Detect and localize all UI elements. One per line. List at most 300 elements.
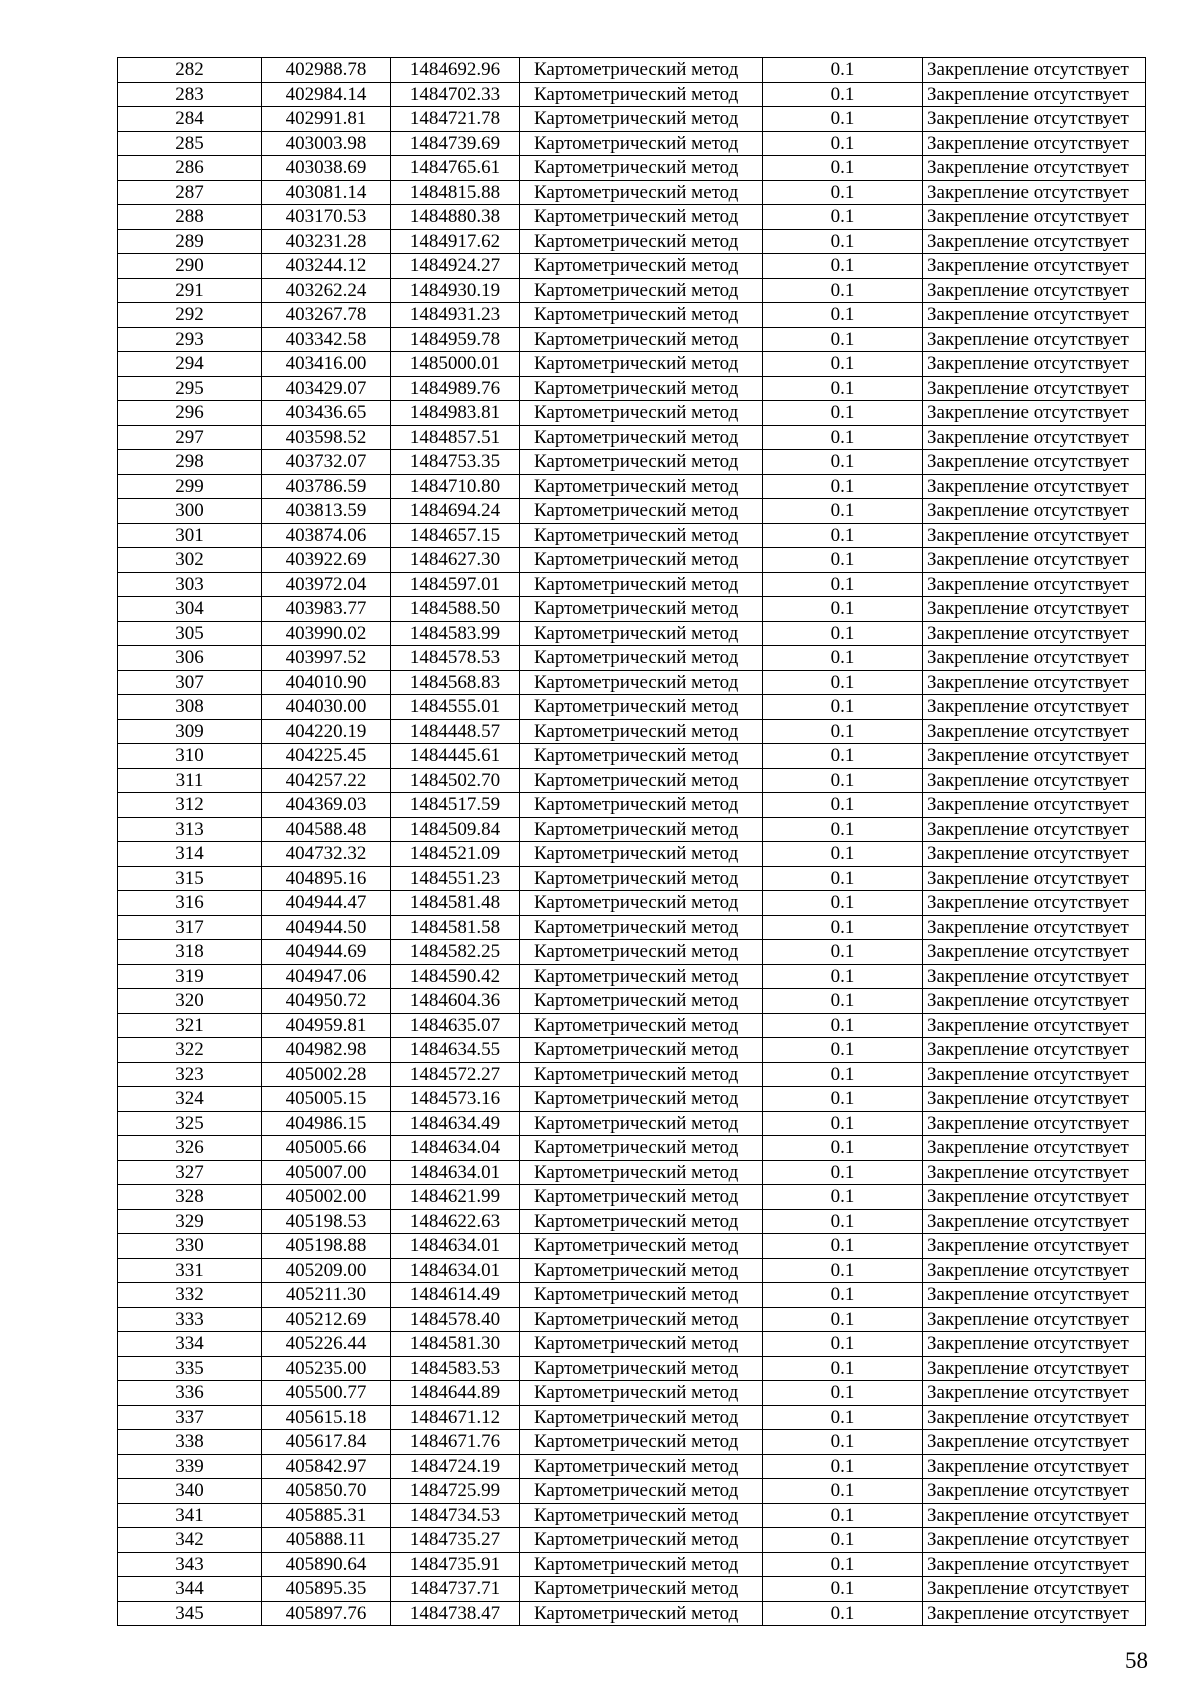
table-row [118,1552,1146,1577]
y-coordinate-cell: 1484702.33 [391,82,520,107]
accuracy-cell: 0.1 [763,1381,923,1406]
method-cell: Картометрический метод [520,327,763,352]
y-coordinate-cell: 1484521.09 [391,842,520,867]
marking-cell: Закрепление отсутствует [923,695,1146,720]
y-coordinate-cell: 1484614.49 [391,1283,520,1308]
table-row [118,597,1146,622]
y-coordinate-cell: 1484657.15 [391,523,520,548]
point-number-cell: 318 [118,940,262,965]
x-coordinate-cell: 404588.48 [262,817,391,842]
marking-cell: Закрепление отсутствует [923,744,1146,769]
table-row [118,474,1146,499]
table-row [118,1332,1146,1357]
table-row [118,278,1146,303]
x-coordinate-cell: 403813.59 [262,499,391,524]
table-row [118,1307,1146,1332]
table-row [118,499,1146,524]
y-coordinate-cell: 1484959.78 [391,327,520,352]
method-cell: Картометрический метод [520,82,763,107]
point-number-cell: 287 [118,180,262,205]
table-row [118,1185,1146,1210]
marking-cell: Закрепление отсутствует [923,352,1146,377]
accuracy-cell: 0.1 [763,58,923,83]
y-coordinate-cell: 1484572.27 [391,1062,520,1087]
x-coordinate-cell: 403003.98 [262,131,391,156]
x-coordinate-cell: 405500.77 [262,1381,391,1406]
y-coordinate-cell: 1484634.01 [391,1160,520,1185]
marking-cell: Закрепление отсутствует [923,793,1146,818]
accuracy-cell: 0.1 [763,915,923,940]
accuracy-cell: 0.1 [763,450,923,475]
y-coordinate-cell: 1484590.42 [391,964,520,989]
y-coordinate-cell: 1484634.55 [391,1038,520,1063]
table-row [118,1111,1146,1136]
x-coordinate-cell: 403416.00 [262,352,391,377]
marking-cell: Закрепление отсутствует [923,180,1146,205]
x-coordinate-cell: 405007.00 [262,1160,391,1185]
accuracy-cell: 0.1 [763,229,923,254]
table-row [118,670,1146,695]
method-cell: Картометрический метод [520,866,763,891]
x-coordinate-cell: 405226.44 [262,1332,391,1357]
y-coordinate-cell: 1484857.51 [391,425,520,450]
table-row [118,376,1146,401]
method-cell: Картометрический метод [520,793,763,818]
accuracy-cell: 0.1 [763,572,923,597]
y-coordinate-cell: 1484509.84 [391,817,520,842]
accuracy-cell: 0.1 [763,964,923,989]
point-number-cell: 326 [118,1136,262,1161]
marking-cell: Закрепление отсутствует [923,915,1146,940]
marking-cell: Закрепление отсутствует [923,1013,1146,1038]
x-coordinate-cell: 404225.45 [262,744,391,769]
y-coordinate-cell: 1484578.53 [391,646,520,671]
accuracy-cell: 0.1 [763,719,923,744]
method-cell: Картометрический метод [520,1528,763,1553]
point-number-cell: 295 [118,376,262,401]
x-coordinate-cell: 403786.59 [262,474,391,499]
marking-cell: Закрепление отсутствует [923,940,1146,965]
table-row [118,156,1146,181]
accuracy-cell: 0.1 [763,1356,923,1381]
method-cell: Картометрический метод [520,1283,763,1308]
y-coordinate-cell: 1484568.83 [391,670,520,695]
x-coordinate-cell: 402988.78 [262,58,391,83]
x-coordinate-cell: 404220.19 [262,719,391,744]
method-cell: Картометрический метод [520,842,763,867]
table-row [118,229,1146,254]
accuracy-cell: 0.1 [763,1209,923,1234]
y-coordinate-cell: 1484734.53 [391,1503,520,1528]
point-number-cell: 296 [118,401,262,426]
x-coordinate-cell: 402991.81 [262,107,391,132]
table-row [118,572,1146,597]
accuracy-cell: 0.1 [763,107,923,132]
method-cell: Картометрический метод [520,523,763,548]
marking-cell: Закрепление отсутствует [923,1209,1146,1234]
marking-cell: Закрепление отсутствует [923,1528,1146,1553]
page-number: 58 [1125,1648,1148,1673]
x-coordinate-cell: 404369.03 [262,793,391,818]
marking-cell: Закрепление отсутствует [923,229,1146,254]
x-coordinate-cell: 403972.04 [262,572,391,597]
marking-cell: Закрепление отсутствует [923,670,1146,695]
accuracy-cell: 0.1 [763,1307,923,1332]
table-row [118,1283,1146,1308]
accuracy-cell: 0.1 [763,474,923,499]
marking-cell: Закрепление отсутствует [923,866,1146,891]
table-row [118,401,1146,426]
method-cell: Картометрический метод [520,131,763,156]
accuracy-cell: 0.1 [763,303,923,328]
method-cell: Картометрический метод [520,1577,763,1602]
table-row [118,1038,1146,1063]
x-coordinate-cell: 405198.53 [262,1209,391,1234]
x-coordinate-cell: 403598.52 [262,425,391,450]
point-number-cell: 337 [118,1405,262,1430]
accuracy-cell: 0.1 [763,842,923,867]
accuracy-cell: 0.1 [763,940,923,965]
point-number-cell: 312 [118,793,262,818]
table-row [118,768,1146,793]
y-coordinate-cell: 1484502.70 [391,768,520,793]
x-coordinate-cell: 405005.15 [262,1087,391,1112]
marking-cell: Закрепление отсутствует [923,156,1146,181]
x-coordinate-cell: 403922.69 [262,548,391,573]
accuracy-cell: 0.1 [763,1087,923,1112]
method-cell: Картометрический метод [520,915,763,940]
method-cell: Картометрический метод [520,744,763,769]
marking-cell: Закрепление отсутствует [923,82,1146,107]
table-row [118,1405,1146,1430]
accuracy-cell: 0.1 [763,670,923,695]
y-coordinate-cell: 1485000.01 [391,352,520,377]
point-number-cell: 294 [118,352,262,377]
accuracy-cell: 0.1 [763,597,923,622]
point-number-cell: 335 [118,1356,262,1381]
table-row [118,940,1146,965]
marking-cell: Закрепление отсутствует [923,1552,1146,1577]
accuracy-cell: 0.1 [763,1528,923,1553]
point-number-cell: 336 [118,1381,262,1406]
method-cell: Картометрический метод [520,940,763,965]
x-coordinate-cell: 403983.77 [262,597,391,622]
accuracy-cell: 0.1 [763,1111,923,1136]
accuracy-cell: 0.1 [763,793,923,818]
method-cell: Картометрический метод [520,1038,763,1063]
marking-cell: Закрепление отсутствует [923,768,1146,793]
table-row [118,1087,1146,1112]
point-number-cell: 330 [118,1234,262,1259]
table-row [118,1356,1146,1381]
y-coordinate-cell: 1484635.07 [391,1013,520,1038]
marking-cell: Закрепление отсутствует [923,1479,1146,1504]
point-number-cell: 302 [118,548,262,573]
marking-cell: Закрепление отсутствует [923,1258,1146,1283]
accuracy-cell: 0.1 [763,1332,923,1357]
table-row [118,131,1146,156]
point-number-cell: 282 [118,58,262,83]
marking-cell: Закрепление отсутствует [923,548,1146,573]
point-number-cell: 288 [118,205,262,230]
table-row [118,1234,1146,1259]
point-number-cell: 284 [118,107,262,132]
table-row [118,1209,1146,1234]
point-number-cell: 307 [118,670,262,695]
point-number-cell: 298 [118,450,262,475]
x-coordinate-cell: 405617.84 [262,1430,391,1455]
accuracy-cell: 0.1 [763,1430,923,1455]
y-coordinate-cell: 1484930.19 [391,278,520,303]
y-coordinate-cell: 1484983.81 [391,401,520,426]
marking-cell: Закрепление отсутствует [923,964,1146,989]
marking-cell: Закрепление отсутствует [923,1332,1146,1357]
y-coordinate-cell: 1484583.99 [391,621,520,646]
point-number-cell: 301 [118,523,262,548]
x-coordinate-cell: 405850.70 [262,1479,391,1504]
method-cell: Картометрический метод [520,891,763,916]
x-coordinate-cell: 405002.28 [262,1062,391,1087]
accuracy-cell: 0.1 [763,82,923,107]
y-coordinate-cell: 1484724.19 [391,1454,520,1479]
accuracy-cell: 0.1 [763,1258,923,1283]
x-coordinate-cell: 403081.14 [262,180,391,205]
x-coordinate-cell: 403244.12 [262,254,391,279]
marking-cell: Закрепление отсутствует [923,425,1146,450]
y-coordinate-cell: 1484581.48 [391,891,520,916]
point-number-cell: 327 [118,1160,262,1185]
marking-cell: Закрепление отсутствует [923,1577,1146,1602]
marking-cell: Закрепление отсутствует [923,842,1146,867]
point-number-cell: 297 [118,425,262,450]
y-coordinate-cell: 1484735.27 [391,1528,520,1553]
marking-cell: Закрепление отсутствует [923,523,1146,548]
marking-cell: Закрепление отсутствует [923,891,1146,916]
point-number-cell: 338 [118,1430,262,1455]
accuracy-cell: 0.1 [763,621,923,646]
point-number-cell: 344 [118,1577,262,1602]
point-number-cell: 306 [118,646,262,671]
table-row [118,1503,1146,1528]
marking-cell: Закрепление отсутствует [923,401,1146,426]
point-number-cell: 316 [118,891,262,916]
marking-cell: Закрепление отсутствует [923,58,1146,83]
x-coordinate-cell: 405615.18 [262,1405,391,1430]
accuracy-cell: 0.1 [763,376,923,401]
method-cell: Картометрический метод [520,1405,763,1430]
marking-cell: Закрепление отсутствует [923,499,1146,524]
accuracy-cell: 0.1 [763,401,923,426]
point-number-cell: 309 [118,719,262,744]
marking-cell: Закрепление отсутствует [923,1381,1146,1406]
y-coordinate-cell: 1484880.38 [391,205,520,230]
marking-cell: Закрепление отсутствует [923,278,1146,303]
point-number-cell: 292 [118,303,262,328]
point-number-cell: 293 [118,327,262,352]
x-coordinate-cell: 404982.98 [262,1038,391,1063]
accuracy-cell: 0.1 [763,1552,923,1577]
point-number-cell: 285 [118,131,262,156]
x-coordinate-cell: 402984.14 [262,82,391,107]
method-cell: Картометрический метод [520,1185,763,1210]
x-coordinate-cell: 403170.53 [262,205,391,230]
marking-cell: Закрепление отсутствует [923,597,1146,622]
x-coordinate-cell: 405235.00 [262,1356,391,1381]
table-row [118,793,1146,818]
x-coordinate-cell: 403262.24 [262,278,391,303]
accuracy-cell: 0.1 [763,1013,923,1038]
point-number-cell: 286 [118,156,262,181]
y-coordinate-cell: 1484694.24 [391,499,520,524]
y-coordinate-cell: 1484989.76 [391,376,520,401]
point-number-cell: 332 [118,1283,262,1308]
x-coordinate-cell: 404257.22 [262,768,391,793]
method-cell: Картометрический метод [520,964,763,989]
point-number-cell: 342 [118,1528,262,1553]
marking-cell: Закрепление отсутствует [923,621,1146,646]
y-coordinate-cell: 1484578.40 [391,1307,520,1332]
accuracy-cell: 0.1 [763,1160,923,1185]
accuracy-cell: 0.1 [763,352,923,377]
x-coordinate-cell: 405888.11 [262,1528,391,1553]
point-number-cell: 311 [118,768,262,793]
y-coordinate-cell: 1484573.16 [391,1087,520,1112]
y-coordinate-cell: 1484604.36 [391,989,520,1014]
method-cell: Картометрический метод [520,180,763,205]
accuracy-cell: 0.1 [763,523,923,548]
table-row [118,964,1146,989]
marking-cell: Закрепление отсутствует [923,817,1146,842]
accuracy-cell: 0.1 [763,1454,923,1479]
x-coordinate-cell: 405212.69 [262,1307,391,1332]
point-number-cell: 291 [118,278,262,303]
method-cell: Картометрический метод [520,1234,763,1259]
table-row [118,1577,1146,1602]
table-row [118,646,1146,671]
y-coordinate-cell: 1484917.62 [391,229,520,254]
y-coordinate-cell: 1484581.30 [391,1332,520,1357]
method-cell: Картометрический метод [520,1552,763,1577]
method-cell: Картометрический метод [520,278,763,303]
accuracy-cell: 0.1 [763,180,923,205]
point-number-cell: 331 [118,1258,262,1283]
method-cell: Картометрический метод [520,156,763,181]
point-number-cell: 334 [118,1332,262,1357]
point-number-cell: 308 [118,695,262,720]
method-cell: Картометрический метод [520,621,763,646]
marking-cell: Закрепление отсутствует [923,450,1146,475]
table-row [118,1430,1146,1455]
y-coordinate-cell: 1484551.23 [391,866,520,891]
point-number-cell: 341 [118,1503,262,1528]
method-cell: Картометрический метод [520,1332,763,1357]
y-coordinate-cell: 1484582.25 [391,940,520,965]
table-row [118,866,1146,891]
table-row [118,1136,1146,1161]
method-cell: Картометрический метод [520,499,763,524]
x-coordinate-cell: 404947.06 [262,964,391,989]
y-coordinate-cell: 1484671.12 [391,1405,520,1430]
point-number-cell: 322 [118,1038,262,1063]
marking-cell: Закрепление отсутствует [923,719,1146,744]
y-coordinate-cell: 1484765.61 [391,156,520,181]
accuracy-cell: 0.1 [763,278,923,303]
marking-cell: Закрепление отсутствует [923,1062,1146,1087]
table-row [118,621,1146,646]
accuracy-cell: 0.1 [763,131,923,156]
y-coordinate-cell: 1484739.69 [391,131,520,156]
accuracy-cell: 0.1 [763,1405,923,1430]
method-cell: Картометрический метод [520,303,763,328]
x-coordinate-cell: 404944.69 [262,940,391,965]
marking-cell: Закрепление отсутствует [923,376,1146,401]
accuracy-cell: 0.1 [763,817,923,842]
y-coordinate-cell: 1484815.88 [391,180,520,205]
accuracy-cell: 0.1 [763,548,923,573]
point-number-cell: 304 [118,597,262,622]
table-row [118,1454,1146,1479]
point-number-cell: 317 [118,915,262,940]
table-row [118,303,1146,328]
x-coordinate-cell: 405002.00 [262,1185,391,1210]
table-row [118,915,1146,940]
x-coordinate-cell: 403990.02 [262,621,391,646]
accuracy-cell: 0.1 [763,1234,923,1259]
accuracy-cell: 0.1 [763,1601,923,1626]
marking-cell: Закрепление отсутствует [923,572,1146,597]
point-number-cell: 300 [118,499,262,524]
point-number-cell: 305 [118,621,262,646]
method-cell: Картометрический метод [520,817,763,842]
marking-cell: Закрепление отсутствует [923,205,1146,230]
table-row [118,1160,1146,1185]
y-coordinate-cell: 1484445.61 [391,744,520,769]
table-row [118,58,1146,83]
method-cell: Картометрический метод [520,670,763,695]
accuracy-cell: 0.1 [763,695,923,720]
x-coordinate-cell: 405005.66 [262,1136,391,1161]
point-number-cell: 340 [118,1479,262,1504]
marking-cell: Закрепление отсутствует [923,1454,1146,1479]
table-body [118,58,1146,1626]
table-row [118,425,1146,450]
marking-cell: Закрепление отсутствует [923,989,1146,1014]
y-coordinate-cell: 1484597.01 [391,572,520,597]
x-coordinate-cell: 403997.52 [262,646,391,671]
method-cell: Картометрический метод [520,1111,763,1136]
x-coordinate-cell: 404950.72 [262,989,391,1014]
x-coordinate-cell: 403436.65 [262,401,391,426]
accuracy-cell: 0.1 [763,327,923,352]
x-coordinate-cell: 405209.00 [262,1258,391,1283]
point-number-cell: 310 [118,744,262,769]
marking-cell: Закрепление отсутствует [923,1160,1146,1185]
method-cell: Картометрический метод [520,450,763,475]
method-cell: Картометрический метод [520,695,763,720]
x-coordinate-cell: 403342.58 [262,327,391,352]
x-coordinate-cell: 403231.28 [262,229,391,254]
point-number-cell: 289 [118,229,262,254]
table-row [118,989,1146,1014]
table-row [118,817,1146,842]
table-row [118,1601,1146,1626]
y-coordinate-cell: 1484931.23 [391,303,520,328]
table-row [118,1258,1146,1283]
method-cell: Картометрический метод [520,719,763,744]
x-coordinate-cell: 403874.06 [262,523,391,548]
x-coordinate-cell: 405897.76 [262,1601,391,1626]
accuracy-cell: 0.1 [763,989,923,1014]
